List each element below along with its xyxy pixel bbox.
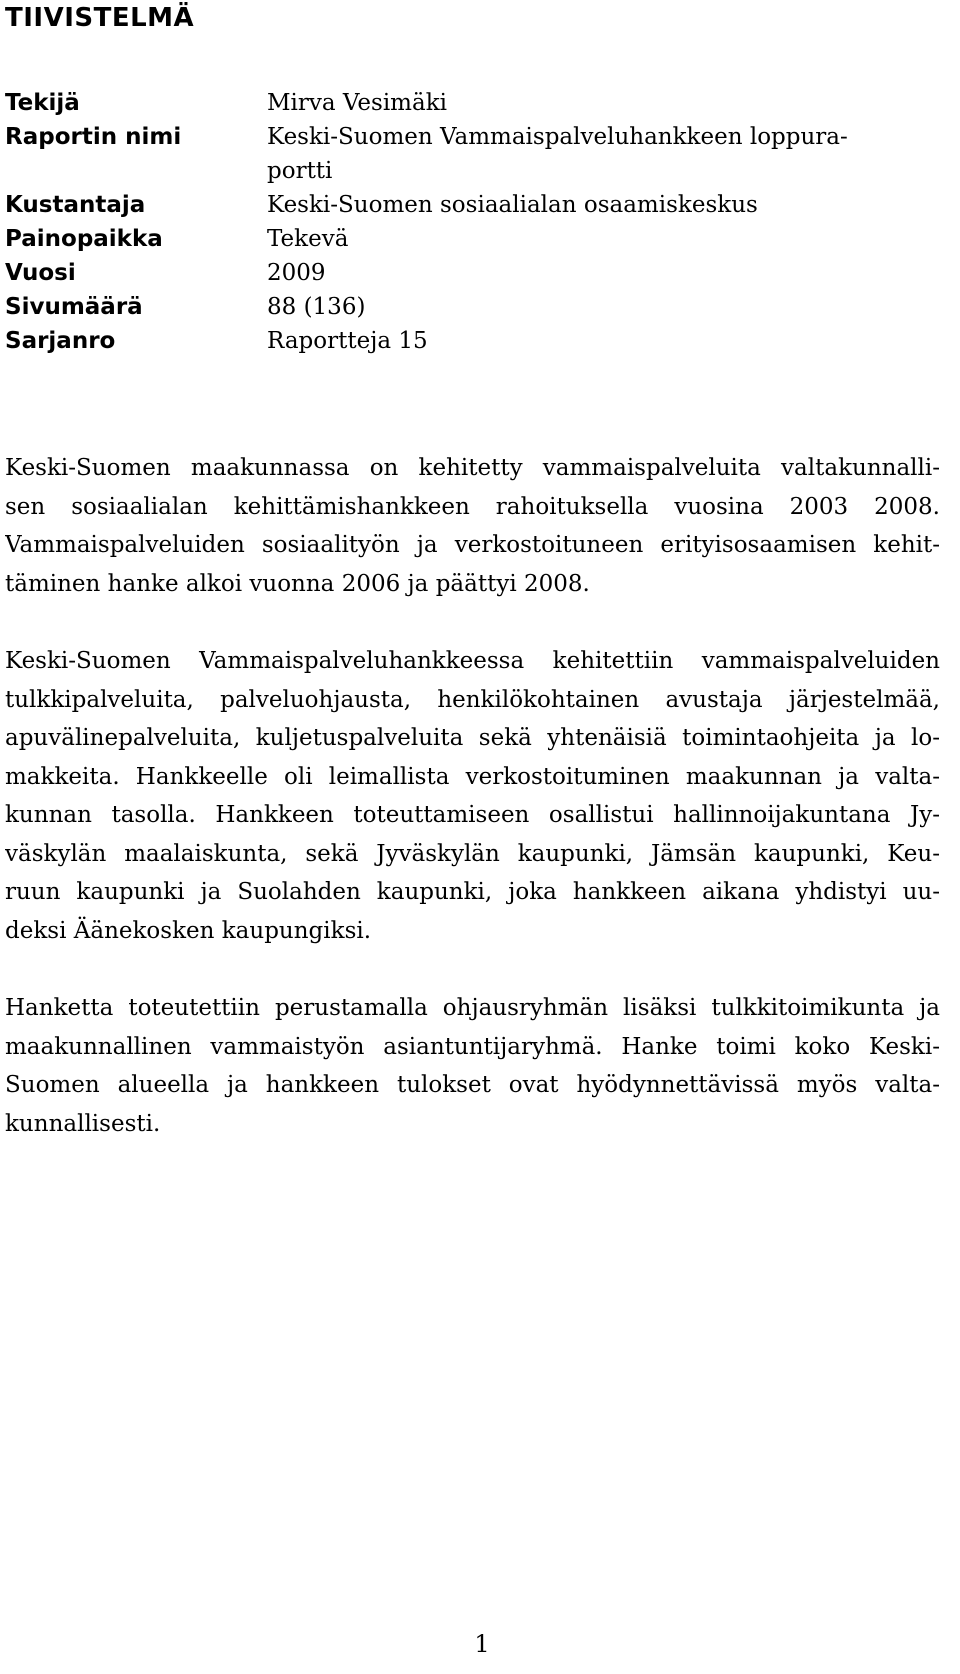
text-line: tulkkipalveluita, palveluohjausta, henkilökohtainen avustaja järjestelmää, xyxy=(5,686,940,713)
text-line: Keski-Suomen Vammaispalveluhankkeessa kehitettiin vammaispalveluiden xyxy=(5,648,940,674)
metadata-label: Tekijä xyxy=(5,90,80,116)
paragraph xyxy=(5,642,940,950)
page-heading: TIIVISTELMÄ xyxy=(5,3,195,33)
paragraph xyxy=(5,449,940,603)
metadata-value: Keski-Suomen Vammaispalveluhankkeen loppura- portti xyxy=(267,124,848,184)
text-line: ruun kaupunki ja Suolahden kaupunki, joka hankkeen aikana yhdistyi uu- xyxy=(5,879,940,905)
metadata-row-page-count xyxy=(5,290,940,324)
text-line: väskylän maalaiskunta, sekä Jyväskylän kaupunki, Jämsän kaupunki, Keu- xyxy=(5,840,940,867)
metadata-row-year xyxy=(5,256,940,290)
metadata-value: Mirva Vesimäki xyxy=(267,90,448,116)
text-line: Suomen alueella ja hankkeen tulokset ovat hyödynnettävissä myös valta- xyxy=(5,1072,940,1098)
text-line: Hanketta toteutettiin perustamalla ohjausryhmän lisäksi tulkkitoimikunta ja xyxy=(5,995,940,1021)
metadata-label: Kustantaja xyxy=(5,192,146,218)
metadata-label: Painopaikka xyxy=(5,226,163,252)
paragraph xyxy=(5,989,940,1143)
text-line: kunnallisesti. xyxy=(5,1110,161,1137)
text-line: Vammaispalveluiden sosiaalityön ja verkostoituneen erityisosaamisen kehit- xyxy=(5,532,940,558)
metadata-row-author xyxy=(5,86,940,120)
metadata-row-report-name xyxy=(5,120,940,188)
text-line: sen sosiaalialan kehittämishankkeen rahoituksella vuosina 2003 2008. xyxy=(5,493,940,520)
text-line: kunnan tasolla. Hankkeen toteuttamiseen osallistui hallinnoijakuntana Jy- xyxy=(5,802,940,828)
metadata-table xyxy=(5,86,940,358)
metadata-label: Vuosi xyxy=(5,260,76,286)
text-line: Keski-Suomen maakunnassa on kehitetty vammaispalveluita valtakunnalli- xyxy=(5,455,940,481)
metadata-value: 2009 xyxy=(267,260,326,286)
metadata-row-printer xyxy=(5,222,940,256)
text-line: täminen hanke alkoi vuonna 2006 ja päättyi 2008. xyxy=(5,570,590,597)
text-line: deksi Äänekosken kaupungiksi. xyxy=(5,917,372,944)
metadata-label: Raportin nimi xyxy=(5,124,182,150)
metadata-row-series xyxy=(5,324,940,358)
abstract-body xyxy=(5,449,940,1182)
text-line: maakunnallinen vammaistyön asiantuntijaryhmä. Hanke toimi koko Keski- xyxy=(5,1033,940,1060)
metadata-label: Sarjanro xyxy=(5,328,116,354)
page-number: 1 xyxy=(474,1630,490,1658)
metadata-value: Raportteja 15 xyxy=(267,328,428,354)
metadata-value: Tekevä xyxy=(267,226,349,252)
text-line: apuvälinepalveluita, kuljetuspalveluita sekä yhtenäisiä toimintaohjeita ja lo- xyxy=(5,725,940,751)
text-line: makkeita. Hankkeelle oli leimallista verkostoituminen maakunnan ja valta- xyxy=(5,763,940,790)
metadata-label: Sivumäärä xyxy=(5,294,143,320)
metadata-row-publisher xyxy=(5,188,940,222)
metadata-value: Keski-Suomen sosiaalialan osaamiskeskus xyxy=(267,192,758,218)
metadata-value: 88 (136) xyxy=(267,294,366,320)
